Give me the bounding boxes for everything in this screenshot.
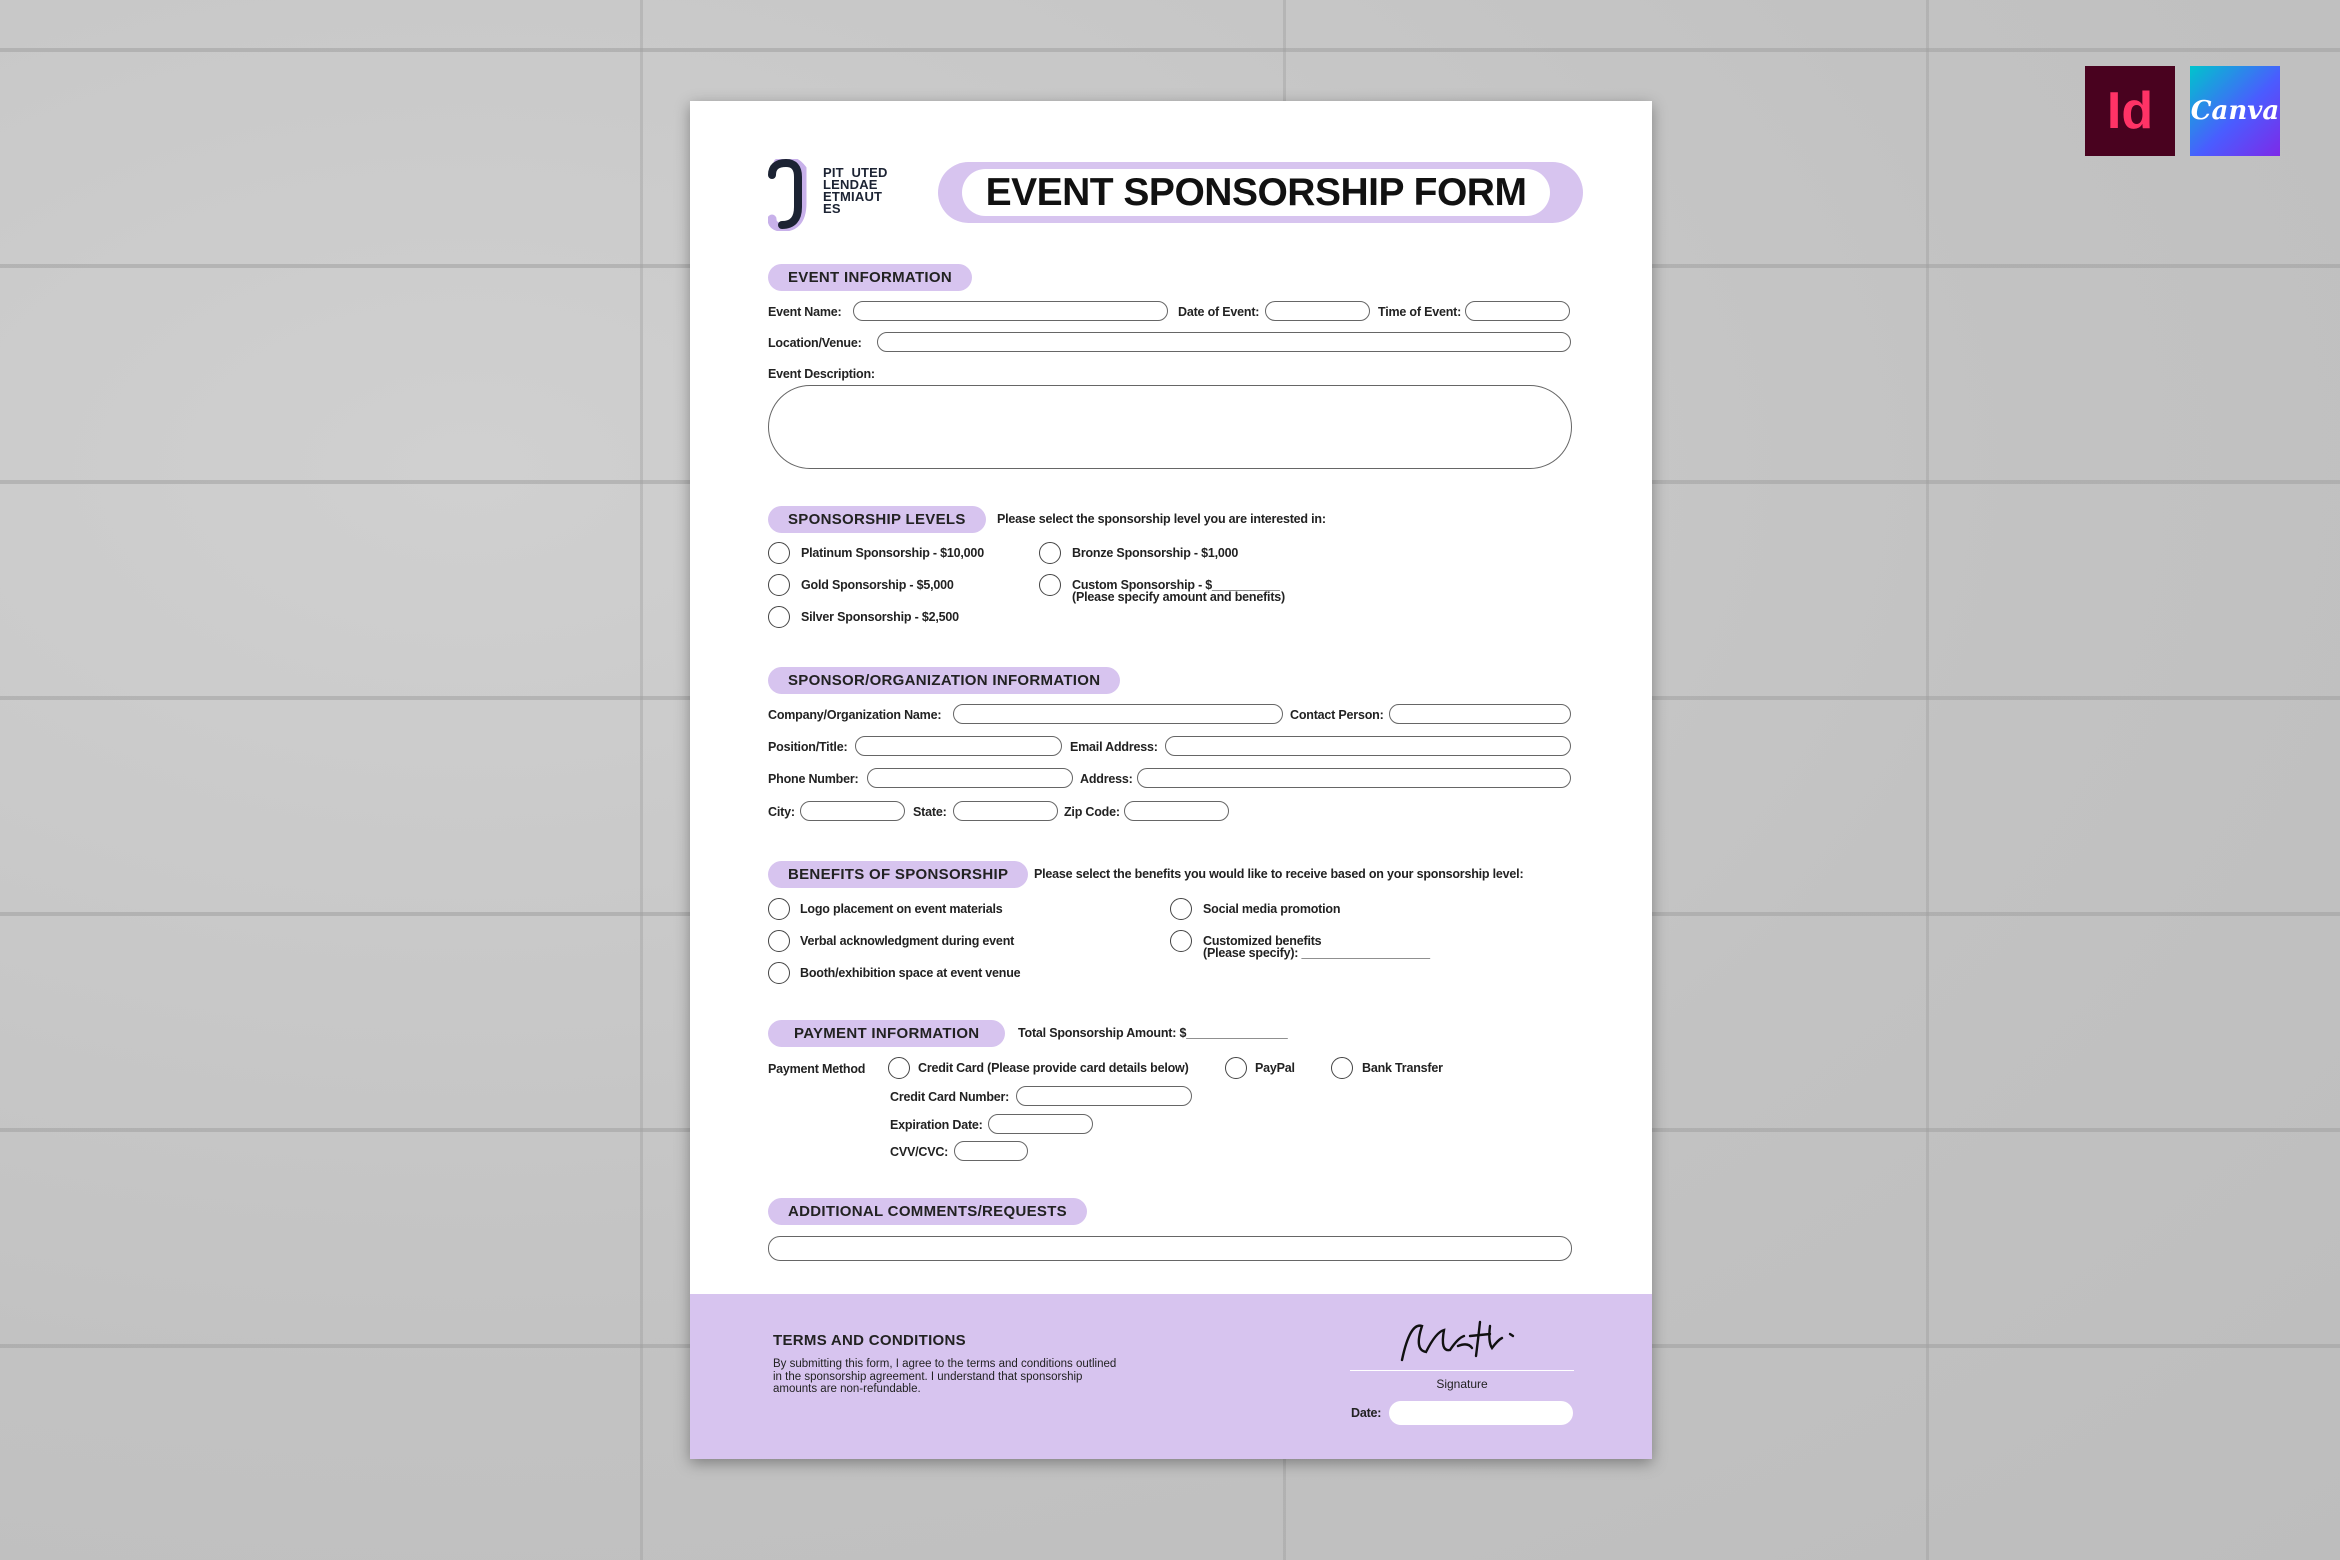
gold-label: Gold Sponsorship - $5,000 (801, 578, 954, 592)
time-of-event-field[interactable] (1465, 301, 1570, 321)
time-of-event-label: Time of Event: (1378, 305, 1462, 319)
title-banner (938, 162, 1583, 223)
company-field[interactable] (953, 704, 1283, 724)
bronze-label: Bronze Sponsorship - $1,000 (1072, 546, 1239, 560)
booth-radio[interactable] (768, 962, 790, 984)
date-of-event-field[interactable] (1265, 301, 1370, 321)
gold-radio[interactable] (768, 574, 790, 596)
credit-card-radio[interactable] (888, 1057, 910, 1079)
state-field[interactable] (953, 801, 1058, 821)
silver-radio[interactable] (768, 606, 790, 628)
benefits-hint: Please select the benefits you would like to receive based on your sponsorship level: (1034, 867, 1524, 881)
paypal-radio[interactable] (1225, 1057, 1247, 1079)
section-sponsor-information: SPONSOR/ORGANIZATION INFORMATION (768, 667, 1120, 694)
social-media-label: Social media promotion (1203, 902, 1341, 916)
email-label: Email Address: (1070, 740, 1158, 754)
event-name-label: Event Name: (768, 305, 842, 319)
terms-heading: TERMS AND CONDITIONS (773, 1332, 966, 1349)
bronze-radio[interactable] (1039, 542, 1061, 564)
city-field[interactable] (800, 801, 905, 821)
comments-field[interactable] (768, 1236, 1572, 1261)
canva-badge-icon: Canva (2190, 66, 2280, 156)
event-description-field[interactable] (768, 385, 1572, 469)
section-payment: PAYMENT INFORMATION (768, 1020, 1005, 1047)
terms-body: By submitting this form, I agree to the terms and conditions outlined in the sponsorship agreement. I understand that sponsorship amounts are non-refundable. (773, 1358, 1117, 1395)
contact-person-field[interactable] (1389, 704, 1571, 724)
bank-transfer-radio[interactable] (1331, 1057, 1353, 1079)
state-label: State: (913, 805, 947, 819)
cvv-field[interactable] (954, 1141, 1028, 1161)
section-benefits: BENEFITS OF SPONSORSHIP (768, 861, 1028, 888)
social-media-radio[interactable] (1170, 898, 1192, 920)
verbal-ack-radio[interactable] (768, 930, 790, 952)
silver-label: Silver Sponsorship - $2,500 (801, 610, 959, 624)
address-field[interactable] (1137, 768, 1571, 788)
position-field[interactable] (855, 736, 1062, 756)
card-number-field[interactable] (1016, 1086, 1192, 1106)
page-title: EVENT SPONSORSHIP FORM (962, 169, 1550, 216)
phone-field[interactable] (867, 768, 1073, 788)
terms-footer (690, 1294, 1652, 1459)
verbal-ack-label: Verbal acknowledgment during event (800, 934, 1015, 948)
contact-person-label: Contact Person: (1290, 708, 1384, 722)
customized-benefits-note: (Please specify): ___________________ (1203, 946, 1430, 960)
location-label: Location/Venue: (768, 336, 862, 350)
company-label: Company/Organization Name: (768, 708, 942, 722)
customized-benefits-radio[interactable] (1170, 930, 1192, 952)
zip-label: Zip Code: (1064, 805, 1120, 819)
expiration-label: Expiration Date: (890, 1118, 983, 1132)
section-sponsorship-levels: SPONSORSHIP LEVELS (768, 506, 986, 533)
form-sheet (690, 101, 1652, 1459)
credit-card-label: Credit Card (Please provide card details below) (918, 1061, 1189, 1075)
logo-wordmark: PIT UTED LENDAE ETMIAUT ES (823, 165, 888, 216)
email-field[interactable] (1165, 736, 1571, 756)
date-of-event-label: Date of Event: (1178, 305, 1260, 319)
position-label: Position/Title: (768, 740, 848, 754)
city-label: City: (768, 805, 795, 819)
signature-label: Signature (1436, 1377, 1488, 1391)
event-description-label: Event Description: (768, 367, 875, 381)
card-number-label: Credit Card Number: (890, 1090, 1010, 1104)
expiration-field[interactable] (988, 1114, 1093, 1134)
logo-placement-radio[interactable] (768, 898, 790, 920)
section-event-information: EVENT INFORMATION (768, 264, 972, 291)
sponsorship-levels-hint: Please select the sponsorship level you are interested in: (997, 512, 1326, 526)
indesign-badge-icon: Id (2085, 66, 2175, 156)
location-field[interactable] (877, 332, 1571, 352)
cvv-label: CVV/CVC: (890, 1145, 949, 1159)
custom-label: Custom Sponsorship - $__________ (1072, 578, 1280, 592)
payment-method-label: Payment Method (768, 1062, 866, 1076)
logo-icon (768, 159, 818, 231)
address-label: Address: (1080, 772, 1133, 786)
section-comments: ADDITIONAL COMMENTS/REQUESTS (768, 1198, 1087, 1225)
logo-placement-label: Logo placement on event materials (800, 902, 1003, 916)
date-label: Date: (1351, 1406, 1382, 1420)
phone-label: Phone Number: (768, 772, 859, 786)
booth-label: Booth/exhibition space at event venue (800, 966, 1021, 980)
total-amount-label: Total Sponsorship Amount: $_______________ (1018, 1026, 1288, 1040)
paypal-label: PayPal (1255, 1061, 1295, 1075)
zip-field[interactable] (1124, 801, 1229, 821)
platinum-radio[interactable] (768, 542, 790, 564)
custom-radio[interactable] (1039, 574, 1061, 596)
signature-date-field[interactable] (1389, 1401, 1573, 1425)
custom-note: (Please specify amount and benefits) (1072, 590, 1285, 604)
signature-image (1392, 1312, 1532, 1370)
platinum-label: Platinum Sponsorship - $10,000 (801, 546, 984, 560)
customized-benefits-label: Customized benefits (1203, 934, 1322, 948)
event-name-field[interactable] (853, 301, 1168, 321)
signature-line (1350, 1370, 1574, 1371)
bank-transfer-label: Bank Transfer (1362, 1061, 1443, 1075)
